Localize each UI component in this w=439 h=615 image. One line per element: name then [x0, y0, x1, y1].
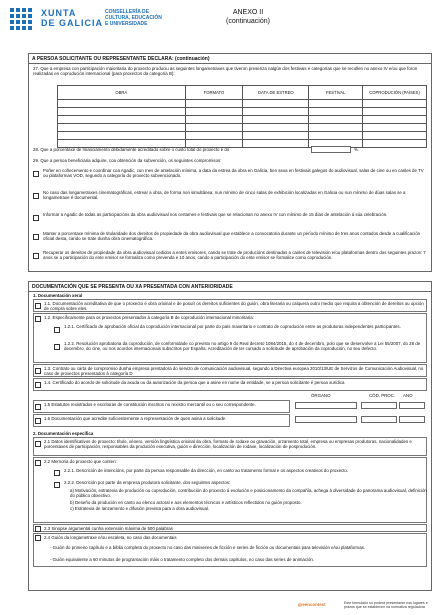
cell[interactable] — [309, 124, 363, 132]
cell[interactable] — [363, 132, 427, 140]
doc-text: 1.1. Documentación acreditativa de que o proxecto é obra orixinal e de posuír os dereitos suficientes do guión, obra literaria ou calquera outro medio que requira a obtención de dereitos ou opción de compra sobre eles. — [44, 301, 424, 312]
commitment-checkbox[interactable] — [33, 234, 39, 240]
cell[interactable] — [363, 100, 427, 108]
item-29: 29. Que a persoa beneficiaria adquire, coa obtención da subvención, os seguintes compromisos: — [33, 158, 222, 163]
bullet-text: - Guión equivalente a 60 minutos de programación máis o tratamento completo dos demais capítulos, no caso das series de animación. — [50, 557, 315, 562]
commitment-text: Recuperar os dereitos de propiedade da obra audiovisual cedidos a entes emisores, cando se trate de producións destinadas a canles de televisión e/ou plataformas dentro dos seguintes prazos: 7 anos se a participación do ente emisor se formaliza como prevenda e 10 anos, cando a participación do ente emisor se formalice como coprodución. — [43, 250, 426, 261]
col-header-organo: ÓRGANO — [311, 393, 331, 398]
doc-checkbox[interactable] — [35, 535, 41, 541]
cell[interactable] — [185, 116, 243, 124]
ano-input[interactable] — [399, 402, 425, 409]
cell[interactable] — [185, 100, 243, 108]
header — [8, 6, 431, 40]
sub-item-b: b) Deseño da produción en canto ao elenco actoral e aos elementos técnicos e artísticos reflectidos no guión proposto. — [70, 500, 302, 505]
cell[interactable] — [363, 140, 427, 148]
commitment-text: No caso das longametraxes cinematográficas, estrear a obra, de forma non simultánea, nun mínimo de cinco salas de exhibición localizadas en Galicia ou nun mínimo de dúas salas se a longametraxe é documental. — [43, 190, 406, 201]
col-header-obra: OBRA — [58, 86, 186, 100]
commitment-checkbox[interactable] — [33, 215, 39, 221]
commitment-text: Manter a porcentaxe mínima de titularidade dos dereitos de propiedade da obra audiovisual que establece a convocatoria durante un período mínimo de tres anos contados desde a cualificación oficial desta, cando se trate dunha obra cinematográfica. — [43, 231, 421, 242]
doc-text: 2.3 Sinopse argumental cunha extensión máxima de 500 palabras — [44, 526, 173, 531]
percentage-input[interactable] — [311, 146, 351, 153]
divider — [29, 63, 431, 64]
col-header-data-estreo: DATA DE ESTREO — [243, 86, 309, 100]
cell[interactable] — [58, 124, 186, 132]
cell[interactable] — [58, 100, 186, 108]
section-title: A PERSOA SOLICITANTE OU REPRESENTANTE DECLARA: (continuación) — [32, 56, 210, 62]
doc-row — [33, 378, 427, 391]
doc-checkbox[interactable] — [35, 382, 41, 388]
brand-name — [41, 8, 103, 28]
doc-row — [33, 524, 427, 532]
cell[interactable] — [185, 124, 243, 132]
item-28: 28. Que a porcentaxe de financiamento debidamente acreditado sobre o custo total do proxecto é do — [33, 147, 230, 152]
col-header-festival: FESTIVAL — [309, 86, 363, 100]
doc-checkbox[interactable] — [35, 368, 41, 374]
doc-row — [33, 313, 427, 363]
cell[interactable] — [243, 108, 309, 116]
percent-unit: %. — [354, 147, 360, 152]
brand-line: DE GALICIA — [41, 18, 104, 28]
cell[interactable] — [309, 100, 363, 108]
table-row — [58, 108, 427, 116]
declaration-section — [28, 53, 432, 272]
doc-checkbox[interactable] — [35, 303, 41, 309]
doc-checkbox[interactable] — [35, 316, 41, 322]
annex-title: ANEXO II — [232, 9, 264, 16]
cell[interactable] — [309, 116, 363, 124]
ano-input[interactable] — [399, 416, 425, 423]
commitment-checkbox[interactable] — [33, 193, 39, 199]
bullet-text: - Guión do primeiro capítulo e a biblia completa do proxecto no caso das miniseries de ficción e series de ficción ou documentais para televisión e/ou plataformas. — [50, 545, 366, 550]
doc-checkbox[interactable] — [35, 404, 41, 410]
commitment-checkbox[interactable] — [33, 253, 39, 259]
doc-row — [33, 414, 290, 427]
table-row — [58, 132, 427, 140]
group-heading: 1. Documentación xeral — [33, 293, 83, 298]
cell[interactable] — [309, 132, 363, 140]
col-header-coproducion: COPRODUCIÓN (PAÍSES) — [363, 86, 427, 100]
doc-text: 2.1 Datos identificativos do proxecto: título, xénero, versión lingüística orixinal da obra, formato de rodaxe ou gravación, orzamento total, empresa ou empresas produtoras, nacionalidades e porcentaxes de participación, responsables da produción executiva, guión e dirección, localización de rodaxe, localización de posprodución. — [44, 439, 412, 450]
department-name — [105, 9, 162, 27]
cell[interactable] — [363, 108, 427, 116]
annex-subtitle: (continuación) — [226, 18, 270, 25]
doc-row — [33, 299, 427, 312]
doc-row — [33, 400, 290, 413]
cell[interactable] — [185, 132, 243, 140]
cell[interactable] — [243, 132, 309, 140]
doc-text: 1.2.1. Certificado de aprobación oficial da coprodución internacional por parte do país maioritario e contrato de coprodución entre as produtoras independentes participantes. — [64, 324, 401, 329]
documentation-section — [28, 281, 432, 591]
doc-text: 1.4. Certificado do acordo de solicitude da axuda ou da autorización da persoa que a asine en nome da entidade, se a persoa solicitante é persoa xurídica — [44, 380, 345, 385]
cell[interactable] — [58, 108, 186, 116]
doc-text: 1.2. Especificamente para os proxectos presentados á categoría B de coprodución internacional minoritaria: — [44, 315, 254, 320]
xunta-logo — [8, 6, 38, 36]
organo-input[interactable] — [295, 416, 357, 423]
annex-heading — [208, 8, 288, 26]
cod-proc-input[interactable] — [361, 416, 397, 423]
doc-text: 2.2 Memoria do proxecto que conten: — [44, 459, 117, 464]
table-row — [58, 116, 427, 124]
doc-checkbox[interactable] — [54, 470, 60, 476]
cell[interactable] — [58, 132, 186, 140]
doc-checkbox[interactable] — [54, 344, 60, 350]
cell[interactable] — [243, 100, 309, 108]
col-header-ano: ANO — [403, 393, 413, 398]
commitment-checkbox[interactable] — [33, 171, 39, 177]
cell[interactable] — [58, 116, 186, 124]
doc-checkbox[interactable] — [35, 441, 41, 447]
col-header-formato: FORMATO — [185, 86, 243, 100]
doc-checkbox[interactable] — [35, 460, 41, 466]
doc-checkbox[interactable] — [35, 526, 41, 532]
col-header-cod-proc: CÓD. PROC. — [369, 393, 396, 398]
doc-text: 1.2.2. Resolución aprobatoria da coprodución, de conformidade co previsto no artigo 9 do Real decreto 1084/2015, do 4 de decembro, polo que se desenvolve a Lei 55/2007, do 28 de decembro, do cine, ou nos acordos internacionais subscritos por España. Acreditación de ter cursado a solicitude de aprobación da coprodución, no seu defecto. — [64, 341, 421, 352]
group-heading: 2. Documentación específica — [33, 431, 94, 436]
doc-text: 2.4 Guión da longametraxe e/ou escaleta, no caso das documentais — [44, 535, 177, 540]
table-row — [58, 124, 427, 132]
cod-proc-input[interactable] — [361, 402, 397, 409]
brand-line: XUNTA — [41, 8, 77, 18]
cell[interactable] — [363, 124, 427, 132]
organo-input[interactable] — [295, 402, 357, 409]
doc-checkbox[interactable] — [54, 327, 60, 333]
doc-checkbox[interactable] — [35, 418, 41, 424]
commitment-text: Poñer en coñecemento e coordinar coa Agadic, cun mes de antelación mínima, a data da estrea da obra en Galicia, ben sexa en festivais galegos do audiovisual, salas de cine ou en canles de TV ou plataformas VOD, segundo a categoría do proxecto subvencionado. — [43, 168, 424, 179]
cell[interactable] — [363, 116, 427, 124]
item-27: 27. Que a empresa con participación maioritaria do proxecto produciu as seguintes longametraxes que tiveron presenza nalgún dos festivais e categorías que se recollen no anexo IV e/ou que foron realizadas en coprodución internacional (para proxectos da categoría B): — [33, 66, 418, 77]
doc-row — [33, 533, 427, 567]
doc-row — [33, 457, 427, 523]
divider — [29, 291, 431, 292]
doc-text: 1.6 Documentación que acredite suficientemente a representación de quen asina a solicitude. — [44, 416, 227, 421]
dept-line: E UNIVERSIDADE — [105, 21, 148, 27]
cell[interactable] — [243, 116, 309, 124]
dept-line: CULTURA, EDUCACIÓN — [105, 15, 162, 21]
footer-note: Este formulario só poderá presentarse nos lugares e prazos que se establecen na normativa reguladora — [344, 601, 428, 610]
table-row — [58, 100, 427, 108]
commitment-text: Informar a Agadic de todas as participacións da obra audiovisual nos certames e festivais que se relacionan no anexo IV cun mínimo de 15 días de antelación á súa celebración. — [43, 212, 388, 217]
doc-text: 2.2.2. Descrición por parte da empresa produtora solicitante, dos seguintes aspectos: — [64, 480, 231, 485]
doc-row — [33, 364, 427, 377]
cell[interactable] — [243, 124, 309, 132]
sub-item-a: a) Motivación, estratexia de produción ou coprodución, contribución do proxecto á evolución e posicionamento da compañía, achega á diversidade do panorama audiovisual, definición do público obxectivo. — [70, 488, 427, 499]
dept-line: CONSELLERÍA DE — [105, 9, 149, 15]
doc-text: 1.3. Contrato ou carta de compromiso dunha empresa prestadora do servizo de comunicación audiovisual, segundo a Directiva europea 2010/13/UE de Servizos de Comunicación Audiovisual, no caso de proxectos presentados á categoría D — [44, 366, 424, 377]
sub-item-c: c) Estratexia de lanzamento e difusión prevista para a obra audiovisual. — [70, 506, 210, 511]
doc-row — [33, 437, 427, 456]
section-title: DOCUMENTACIÓN QUE SE PRESENTA OU XA PRESENTADA CON ANTERIORIDADE — [32, 284, 233, 290]
doc-text: 1.5 Estatutos rexistrados e escrituras de constitución inscritos no rexistro mercantil ou o seu correspondente. — [44, 402, 256, 407]
footer-logo: greencontest — [298, 602, 326, 607]
films-table — [57, 85, 427, 148]
cell[interactable] — [309, 108, 363, 116]
doc-text: 2.2.1. Descrición de intencións, por parte da persoa responsable da dirección, en canto ao tratamento formal e os aspectos creativos do proxecto. — [64, 468, 349, 473]
doc-checkbox[interactable] — [54, 482, 60, 488]
cell[interactable] — [185, 108, 243, 116]
